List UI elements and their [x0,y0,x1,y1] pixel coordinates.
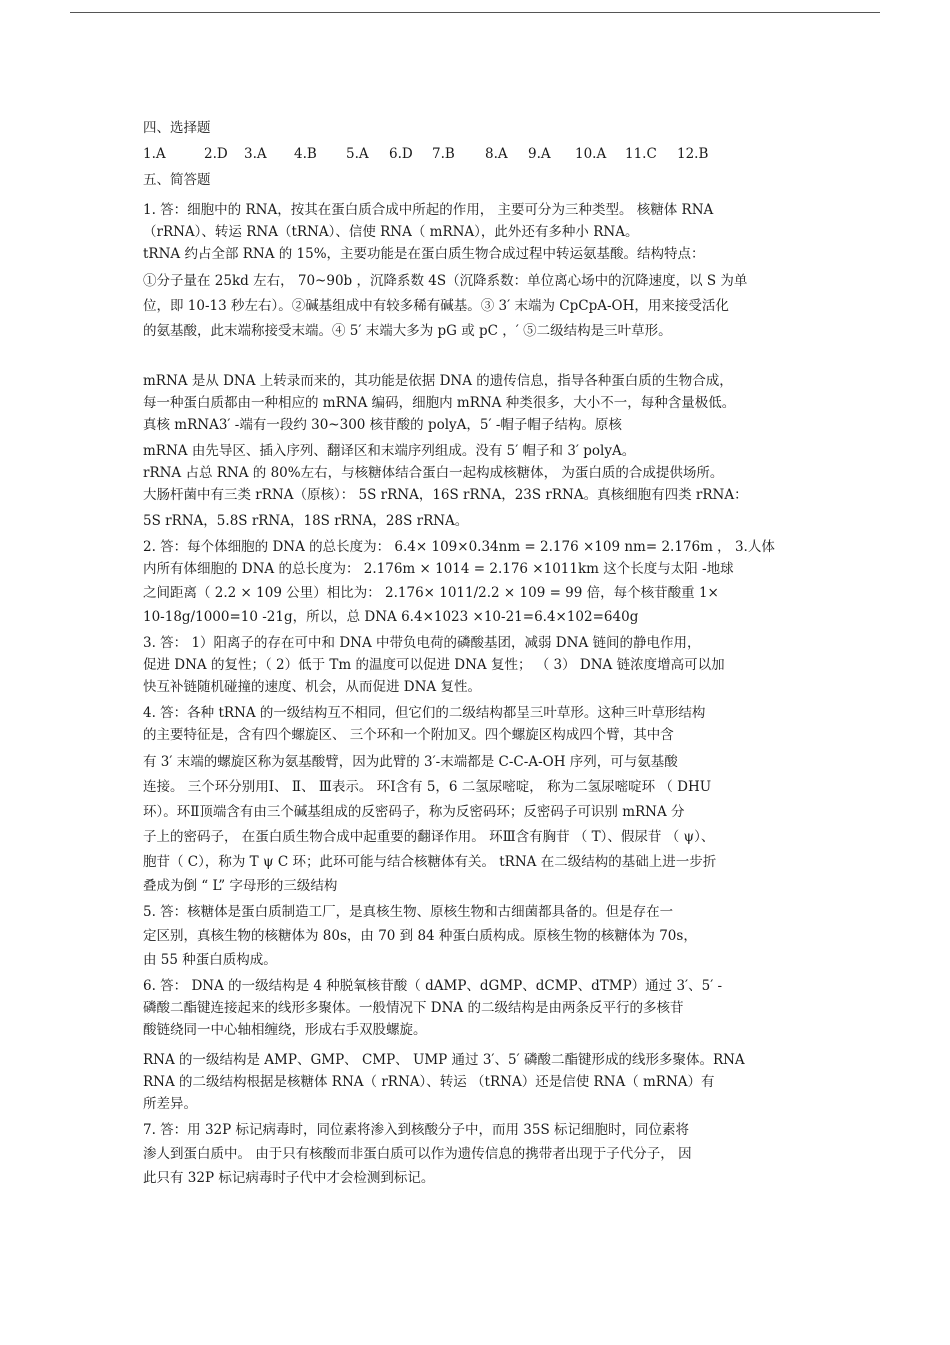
answer-item: 9.A [528,146,551,162]
text-line: 真核 mRNA3′ -端有一段约 30~300 核苷酸的 polyA，5′ -帽子帽子结构。原核 [143,417,622,433]
text-line: 有 3′ 末端的螺旋区称为氨基酸臂，因为此臂的 3′-末端都是 C-C-A-OH 序列，可与氨基酸 [143,754,678,770]
text-line: 7. 答：用 32P 标记病毒时，同位素将渗入到核酸分子中，而用 35S 标记细胞时，同位素将 [143,1122,690,1138]
short-answer-section-heading: 五、简答题 [143,172,211,188]
choice-section-heading: 四、选择题 [143,120,211,136]
header-rule [70,12,880,13]
text-line: 所差异。 [143,1096,197,1112]
answer-1 [143,199,808,532]
answer-7 [143,1119,808,1189]
text-line: RNA 的一级结构是 AMP、GMP、 CMP、 UMP 通过 3′、5′ 磷酸二酯键形成的线形多聚体。RNA [143,1052,745,1068]
text-line: 每一种蛋白质都由一种相应的 mRNA 编码，细胞内 mRNA 种类很多，大小不一，每种含量极低。 [143,395,736,411]
answer-4 [143,702,808,897]
text-line: 大肠杆菌中有三类 rRNA（原核）： 5S rRNA，16S rRNA，23S rRNA。真核细胞有四类 rRNA： [143,487,748,503]
text-line: 内所有体细胞的 DNA 的总长度为： 2.176m × 1014 = 2.176 ×1011km 这个长度与太阳 -地球 [143,561,734,577]
answer-item: 6.D [389,146,413,162]
text-line: 环）。环Ⅱ顶端含有由三个碱基组成的反密码子，称为反密码环；反密码子可识别 mRNA 分 [143,804,685,820]
text-line: 渗人到蛋白质中。 由于只有核酸而非蛋白质可以作为遗传信息的携带者出现于子代分子， 因 [143,1146,692,1162]
answer-item: 12.B [677,146,709,162]
text-line: 1. 答：细胞中的 RNA，按其在蛋白质合成中所起的作用， 主要可分为三种类型。 核糖体 RNA [143,202,714,218]
answer-2 [143,536,808,628]
answer-item: 8.A [485,146,508,162]
answer-item: 1.A [143,146,166,162]
text-line: 4. 答：各种 tRNA 的一级结构互不相同，但它们的二级结构都呈三叶草形。这种三叶草形结构 [143,705,706,721]
choice-answers [143,143,808,165]
text-line: 快互补链随机碰撞的速度、机会，从而促进 DNA 复性。 [143,679,481,695]
answer-3 [143,632,808,698]
text-line: 之间距离（ 2.2 × 109 公里）相比为： 2.176× 1011/2.2 × 109 = 99 倍，每个核苷酸重 1× [143,585,719,601]
text-line: 定区别，真核生物的核糖体为 80s，由 70 到 84 种蛋白质构成。原核生物的核糖体为 70s， [143,928,697,944]
text-line: 连接。 三个环分别用Ⅰ、 Ⅱ、 Ⅲ表示。 环Ⅰ含有 5，6 二氢尿嘧啶， 称为二氢尿嘧啶环 （ DHU [143,779,712,795]
answer-item: 7.B [432,146,455,162]
answer-item: 11.C [625,146,657,162]
answer-6 [143,975,808,1115]
text-line: ①分子量在 25kd 左右， 70~90b ，沉降系数 4S（沉降系数：单位离心场中的沉降速度，以 S 为单 [143,273,748,289]
text-line: rRNA 占总 RNA 的 80%左右，与核糖体结合蛋白一起构成核糖体， 为蛋白质的合成提供场所。 [143,465,724,481]
text-line: 叠成为倒 “ L” 字母形的三级结构 [143,878,338,894]
answer-5 [143,901,808,971]
text-line: 此只有 32P 标记病毒时子代中才会检测到标记。 [143,1170,435,1186]
text-line: 位，即 10-13 秒左右）。②碱基组成中有较多稀有碱基。③ 3′ 末端为 CpCpA-OH，用来接受活化 [143,298,729,314]
answer-item: 2.D [204,146,228,162]
text-line: 2. 答：每个体细胞的 DNA 的总长度为： 6.4× 109×0.34nm = 2.176 ×109 nm= 2.176m ， 3.人体 [143,539,775,555]
text-line: 促进 DNA 的复性；（ 2）低于 Tm 的温度可以促进 DNA 复性； （ 3） DNA 链浓度增高可以加 [143,657,725,673]
answer-item: 3.A [244,146,267,162]
text-line: 10-18g/1000=10 -21g，所以，总 DNA 6.4×1023 ×10-21=6.4×102=640g [143,609,639,625]
answer-item: 5.A [346,146,369,162]
text-line: 磷酸二酯键连接起来的线形多聚体。一般情况下 DNA 的二级结构是由两条反平行的多核苷 [143,1000,684,1016]
text-line: （rRNA）、转运 RNA（tRNA）、信使 RNA（ mRNA），此外还有多种小 RNA。 [143,224,639,240]
text-line: 胞苷（ C），称为 T ψ C 环；此环可能与结合核糖体有关。 tRNA 在二级结构的基础上进一步折 [143,854,717,870]
text-line: mRNA 是从 DNA 上转录而来的，其功能是依据 DNA 的遗传信息，指导各种蛋白质的生物合成， [143,373,733,389]
text-line: mRNA 由先导区、插入序列、翻译区和末端序列组成。没有 5′ 帽子和 3′ polyA。 [143,443,636,459]
text-line: 5. 答：核糖体是蛋白质制造工厂，是真核生物、原核生物和古细菌都具备的。但是存在一 [143,904,674,920]
document-body [143,117,808,1189]
text-line: RNA 的二级结构根据是核糖体 RNA（ rRNA）、转运 （tRNA）还是信使 RNA（ mRNA）有 [143,1074,715,1090]
text-line: 的主要特征是，含有四个螺旋区、 三个环和一个附加叉。四个螺旋区构成四个臂，其中含 [143,727,674,743]
text-line: 酸链绕同一中心轴相缠绕，形成右手双股螺旋。 [143,1022,427,1038]
text-line: 由 55 种蛋白质构成。 [143,952,277,968]
text-line: 子上的密码子， 在蛋白质生物合成中起重要的翻译作用。 环Ⅲ含有胸苷 （ T）、假尿苷 （ ψ）、 [143,829,715,845]
text-line: 3. 答： 1）阳离子的存在可中和 DNA 中带负电荷的磷酸基团，减弱 DNA 链间的静电作用， [143,635,701,651]
text-line: tRNA 约占全部 RNA 的 15%，主要功能是在蛋白质生物合成过程中转运氨基酸。结构特点： [143,246,705,262]
text-line: 的氨基酸，此末端称接受末端。④ 5′ 末端大多为 pG 或 pC ，′ ⑤二级结构是三叶草形。 [143,323,672,339]
text-line: 6. 答： DNA 的一级结构是 4 种脱氧核苷酸（ dAMP、dGMP、dCMP、dTMP）通过 3′、5′ - [143,978,723,994]
answer-item: 10.A [575,146,607,162]
answer-item: 4.B [294,146,317,162]
text-line: 5S rRNA，5.8S rRNA，18S rRNA，28S rRNA。 [143,513,469,529]
